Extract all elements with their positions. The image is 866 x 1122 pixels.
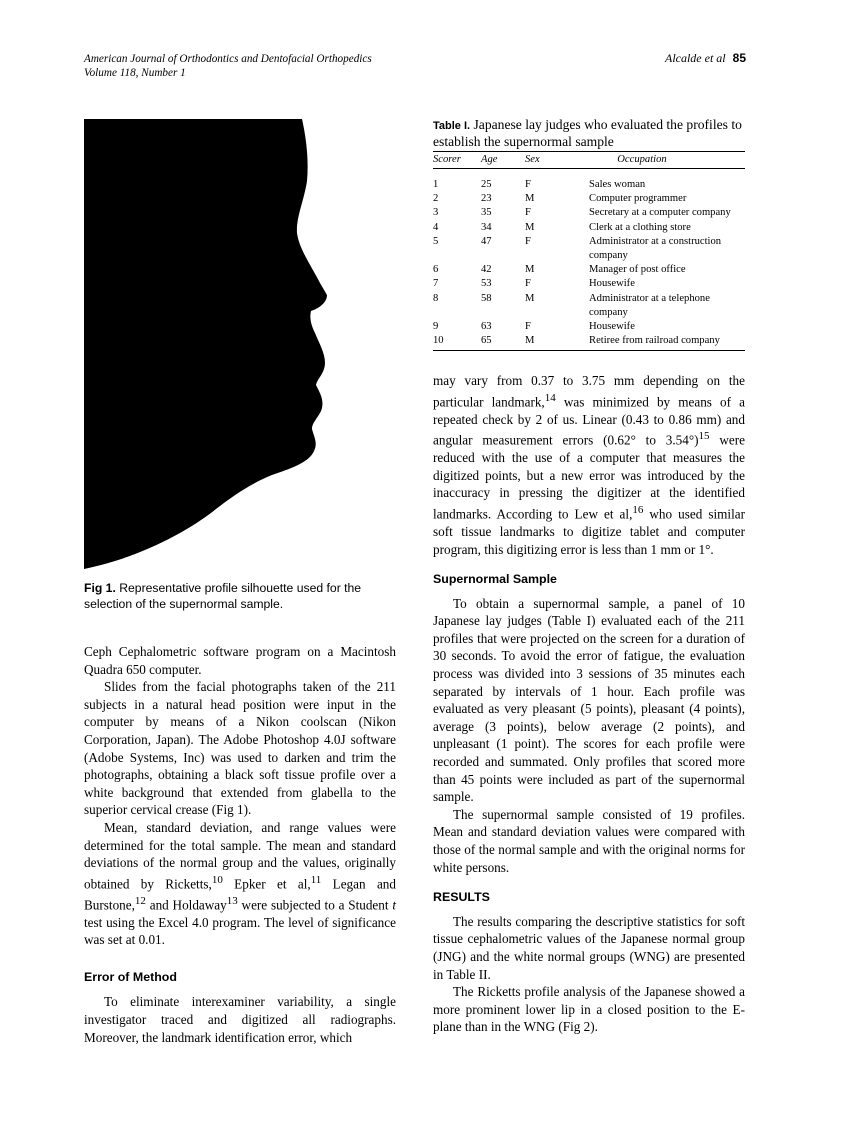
section-heading-results: RESULTS [433, 890, 490, 905]
cell-sex: M [525, 264, 535, 276]
cell-age: 23 [481, 193, 492, 205]
cell-sex: F [525, 321, 531, 333]
figure-label: Fig 1. [84, 581, 116, 595]
text-run: Legan and Burstone, [84, 876, 396, 913]
citation-ref: 16 [632, 503, 644, 516]
table-row [433, 277, 745, 291]
cell-age: 63 [481, 321, 492, 333]
text-run: and Holdaway [145, 897, 227, 913]
paragraph: Slides from the facial photographs taken of the 211 subjects in a natural head position were input in the computer by means of a Nikon coolscan (Nikon Corporation, Japan). The Adobe Photoshop 4.0J software (Adobe Systems, Inc) was used to darken and trim the photographs, obtaining a black soft tissue profile over a white background that extended from glabella to the superior cervical crease (Fig 1). [84, 679, 396, 818]
cell-scorer: 7 [433, 278, 439, 290]
text-run: were subjected to a Student [237, 897, 393, 913]
citation-ref: 15 [698, 430, 710, 443]
cell-sex: F [525, 235, 531, 247]
cell-sex: F [525, 207, 531, 219]
cell-age: 47 [481, 235, 492, 247]
table-row [433, 320, 745, 334]
cell-scorer: 4 [433, 221, 439, 233]
cell-scorer: 6 [433, 264, 439, 276]
table-row [433, 221, 745, 235]
text-run: test using the Excel 4.0 program. The level of significance was set at 0.01. [84, 914, 396, 948]
journal-title: American Journal of Orthodontics and Dentofacial Orthopedics [84, 53, 372, 65]
table-header-row [433, 152, 745, 169]
cell-sex: M [525, 221, 535, 233]
right-column [433, 372, 745, 1036]
paragraph: Ceph Cephalometric software program on a Macintosh Quadra 650 computer. [84, 644, 396, 677]
cell-age: 35 [481, 207, 492, 219]
table-label: Table I. [433, 120, 471, 132]
cell-scorer: 2 [433, 193, 439, 205]
cell-age: 65 [481, 334, 525, 351]
italic-symbol: t [392, 897, 396, 913]
page-number: 85 [732, 51, 746, 65]
table-title: Japanese lay judges who evaluated the profiles to establish the supernormal sample [433, 117, 742, 149]
cell-scorer: 8 [433, 292, 439, 304]
paragraph [84, 819, 396, 949]
cell-occupation: Administrator at a telephone company [589, 292, 710, 318]
text-run: Epker et al, [222, 876, 311, 892]
citation-ref: 12 [134, 894, 146, 907]
cell-sex: F [525, 278, 531, 290]
table-row [433, 292, 745, 320]
paragraph: To obtain a supernormal sample, a panel of 10 Japanese lay judges (Table I) evaluated each of the 211 profiles that were projected on the screen for a duration of 30 seconds. To avoid the error of fatigue, the evaluation process was divided into 3 sessions of 35 minutes each separated by intervals of 1 hour. Each profile was evaluated as very pleasant (5 points), pleasant (4 points), average (3 points), below average (2 points), and unpleasant (1 point). The scores for each profile were recorded and summated. Only profiles that scored more than 45 points were included as part of the supernormal sample. [433, 595, 745, 805]
text-run: was minimized by means of a repeated check by 2 of us. Linear (0.43 to 0.86 mm) and angular measurement errors (0.62° to 3.54°) [433, 393, 745, 448]
citation-ref: 13 [226, 894, 238, 907]
table-row [433, 263, 745, 277]
column-header-occupation: Occupation [589, 152, 745, 169]
paragraph: To eliminate interexaminer variability, a single investigator traced and digitized all radiographs. Moreover, the landmark identification error, which [84, 994, 396, 1045]
running-header-left [84, 52, 372, 80]
cell-age: 53 [481, 278, 492, 290]
silhouette-shape [84, 119, 327, 569]
figure-caption [84, 581, 396, 612]
cell-scorer: 1 [433, 179, 439, 190]
table-row [433, 192, 745, 206]
cell-occupation: Housewife [589, 278, 635, 290]
cell-scorer: 9 [433, 321, 439, 333]
table-row [433, 235, 745, 263]
table-row [433, 206, 745, 220]
citation-ref: 14 [544, 391, 556, 404]
cell-sex: M [525, 292, 535, 304]
cell-age: 25 [481, 179, 492, 190]
judges-table [433, 151, 745, 351]
cell-occupation: Housewife [589, 321, 635, 333]
text-run: who used similar soft tissue landmarks to digitize tablet and computer program, this digitizing error is less than 1 mm or 1°. [433, 506, 745, 557]
column-header-age: Age [481, 152, 525, 169]
cell-age: 34 [481, 221, 492, 233]
section-heading-error-of-method: Error of Method [84, 969, 177, 984]
running-header-right [665, 51, 746, 66]
journal-volume: Volume 118, Number 1 [84, 67, 186, 79]
cell-occupation: Clerk at a clothing store [589, 221, 691, 233]
cell-sex: M [525, 334, 589, 351]
text-run: were reduced with the use of a computer that measures the digitized points, but a new error was introduced by the inaccuracy in pressing the digitizer at the identified landmarks. According to Lew et al, [433, 432, 745, 522]
citation-ref: 10 [211, 873, 223, 886]
cell-age: 42 [481, 264, 492, 276]
paragraph: The Ricketts profile analysis of the Japanese showed a more prominent lower lip in a closed position to the E-plane than in the WNG (Fig 2). [433, 984, 745, 1035]
column-header-scorer: Scorer [433, 152, 481, 169]
paragraph [433, 372, 745, 558]
table-row [433, 169, 745, 193]
cell-scorer: 5 [433, 235, 439, 247]
cell-age: 58 [481, 292, 492, 304]
figure-caption-text: Representative profile silhouette used for the selection of the supernormal sample. [84, 581, 362, 611]
cell-occupation: Sales woman [589, 179, 646, 190]
figure-1 [84, 117, 334, 569]
table-row [433, 334, 745, 351]
citation-ref: 11 [310, 873, 322, 886]
cell-occupation: Manager of post office [589, 264, 686, 276]
left-column [84, 643, 396, 1046]
paragraph: The results comparing the descriptive statistics for soft tissue cephalometric values of the Japanese normal group (JNG) and the white normal groups (WNG) are presented in Table II. [433, 913, 745, 982]
section-heading-supernormal-sample: Supernormal Sample [433, 572, 557, 587]
table-caption [433, 117, 745, 149]
cell-scorer: 10 [433, 334, 481, 351]
profile-silhouette-icon [84, 117, 334, 569]
text-run: Mean, standard deviation, and range values were determined for the total sample. The mean and standard deviations of the normal group and the values, originally obtained by Ricketts, [84, 819, 396, 892]
text-run: may vary from 0.37 to 3.75 mm depending on the particular landmark, [433, 373, 745, 409]
column-header-sex: Sex [525, 152, 589, 169]
cell-occupation: Secretary at a computer company [589, 207, 731, 219]
author-line: Alcalde et al [664, 51, 726, 65]
cell-occupation: Administrator at a construction company [589, 235, 722, 262]
cell-occupation: Computer programmer [589, 193, 687, 205]
cell-sex: M [525, 193, 535, 205]
cell-sex: F [525, 179, 531, 190]
cell-occupation: Retiree from railroad company [589, 334, 745, 351]
paragraph: The supernormal sample consisted of 19 profiles. Mean and standard deviation values were compared with those of the normal sample and with the original norms for white persons. [433, 806, 745, 875]
cell-scorer: 3 [433, 207, 439, 219]
